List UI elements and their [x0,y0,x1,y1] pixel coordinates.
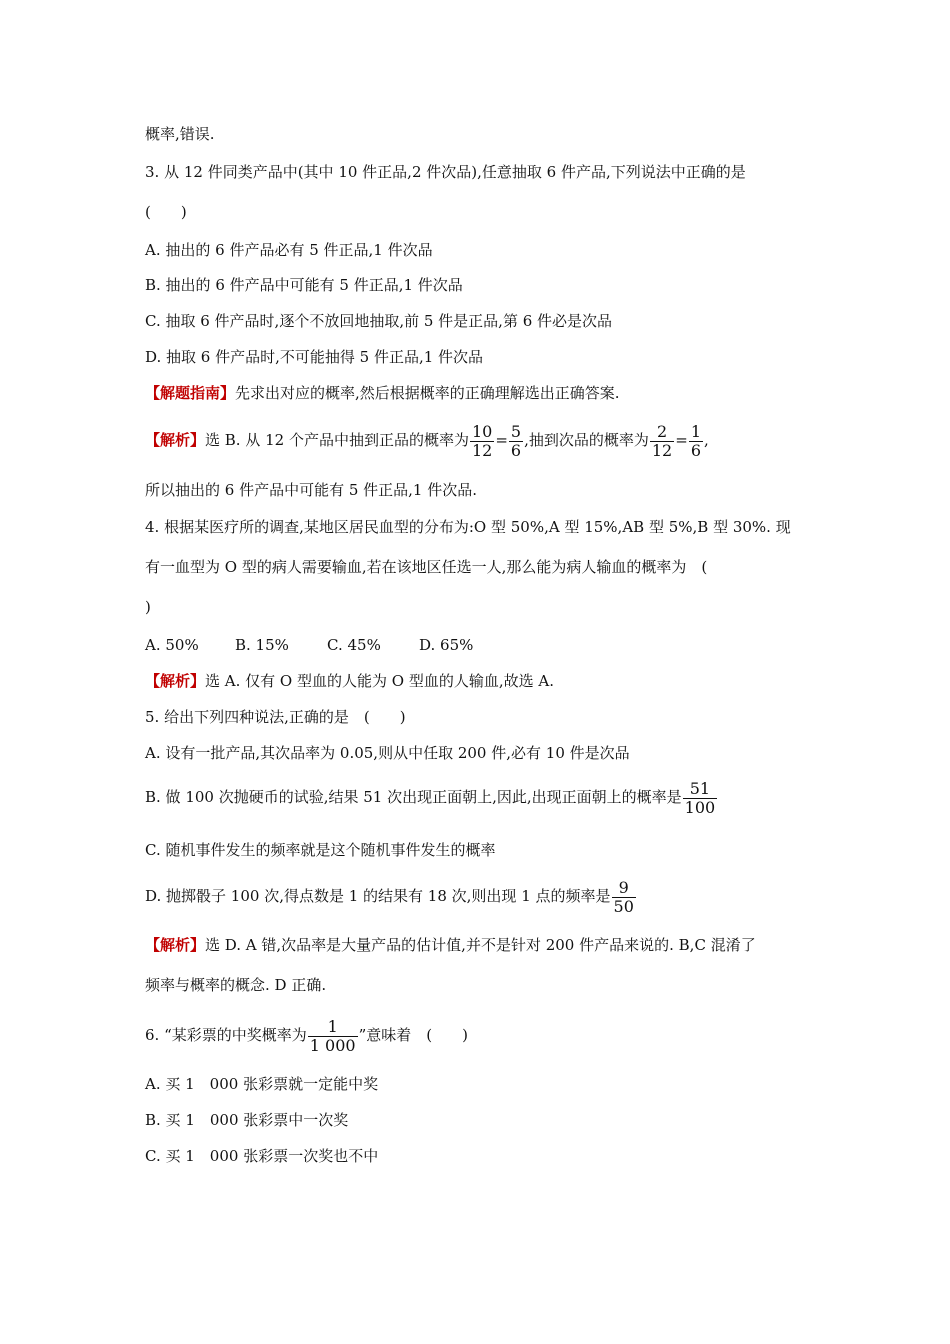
fraction-numerator: 1 [308,1018,358,1037]
fraction-denominator: 100 [684,797,716,817]
fraction [470,423,494,460]
guide-text: 先求出对应的概率,然后根据概率的正确理解选出正确答案. [235,384,620,402]
fraction [509,423,523,460]
equals-sign: = [495,431,508,449]
solution-tag: 【解析】 [145,936,206,954]
fraction [683,780,718,817]
question-6-option-a: A. 买 1 000 张彩票就一定能中奖 [145,1075,379,1093]
fraction [612,879,636,916]
question-5-option-d [145,874,637,918]
fraction-denominator: 12 [651,440,673,460]
fraction-denominator: 6 [510,440,522,460]
option-a: A. 50% [145,636,199,654]
question-5-solution-2: 频率与概率的概念. D 正确. [145,976,327,994]
fraction [650,423,674,460]
solution-text: 选 B. 从 12 个产品中抽到正品的概率为 [205,431,469,449]
question-6-option-b: B. 买 1 000 张彩票中一次奖 [145,1111,349,1129]
option-d: D. 65% [419,636,474,654]
question-5-solution [145,935,756,955]
solution-text: , [704,431,709,449]
solution-tag: 【解析】 [145,672,206,690]
question-3-option-b: B. 抽出的 6 件产品中可能有 5 件正品,1 件次品 [145,276,463,294]
solution-text: 选 A. 仅有 O 型血的人能为 O 型血的人输血,故选 A. [205,672,554,690]
question-3-solution-end: 所以抽出的 6 件产品中可能有 5 件正品,1 件次品. [145,481,478,499]
question-3-option-a: A. 抽出的 6 件产品必有 5 件正品,1 件次品 [145,241,433,259]
question-6-stem [145,1013,468,1057]
question-3-paren: ( ) [145,203,187,221]
fraction-denominator: 12 [471,440,493,460]
fraction [308,1018,358,1055]
question-3-option-c: C. 抽取 6 件产品时,逐个不放回地抽取,前 5 件是正品,第 6 件必是次品 [145,312,613,330]
question-3-stem: 3. 从 12 件同类产品中(其中 10 件正品,2 件次品),任意抽取 6 件产品,下列说法中正确的是 [145,163,746,181]
solution-text: ,抽到次品的概率为 [524,431,649,449]
fraction-numerator: 51 [683,780,718,799]
fraction-numerator: 2 [650,423,674,442]
fraction-numerator: 1 [690,421,701,441]
fraction-denominator: 50 [613,896,634,916]
text-line: 概率,错误. [145,125,215,143]
fraction-numerator: 5 [510,421,522,441]
question-4-stem: 4. 根据某医疗所的调查,某地区居民血型的分布为:O 型 50%,A 型 15%,AB 型 5%,B 型 30%. 现 [145,518,791,536]
question-3-guide [145,383,620,403]
stem-text: ”意味着 ( ) [358,1026,468,1044]
option-d-text: D. 抛掷骰子 100 次,得点数是 1 的结果有 18 次,则出现 1 点的频率是 [145,887,611,905]
question-5-option-b [145,775,718,819]
guide-tag: 【解题指南】 [145,384,236,402]
equals-sign: = [675,431,688,449]
question-4-stem-3: ) [145,598,151,616]
fraction [689,423,703,460]
question-4-options [145,635,473,655]
question-4-solution [145,671,554,691]
solution-text: 选 D. A 错,次品率是大量产品的估计值,并不是针对 200 件产品来说的. B,C 混淆了 [205,936,756,954]
question-5-option-a: A. 设有一批产品,其次品率为 0.05,则从中任取 200 件,必有 10 件是次品 [145,744,630,762]
question-4-stem-2: 有一血型为 O 型的病人需要输血,若在该地区任选一人,那么能为病人输血的概率为 ( [145,558,708,576]
fraction-numerator: 10 [471,421,493,441]
question-5-stem: 5. 给出下列四种说法,正确的是 ( ) [145,708,406,726]
stem-text: 6. “某彩票的中奖概率为 [145,1026,307,1044]
question-6-option-c: C. 买 1 000 张彩票一次奖也不中 [145,1147,379,1165]
option-b: B. 15% [235,636,289,654]
option-c: C. 45% [327,636,381,654]
solution-tag: 【解析】 [145,431,206,449]
question-3-solution [145,420,709,460]
fraction-numerator: 9 [612,879,636,898]
fraction-denominator: 6 [690,440,701,460]
fraction-denominator: 1 000 [309,1035,356,1055]
option-b-text: B. 做 100 次抛硬币的试验,结果 51 次出现正面朝上,因此,出现正面朝上的概率是 [145,788,682,806]
question-3-option-d: D. 抽取 6 件产品时,不可能抽得 5 件正品,1 件次品 [145,348,484,366]
question-5-option-c: C. 随机事件发生的频率就是这个随机事件发生的概率 [145,841,496,859]
